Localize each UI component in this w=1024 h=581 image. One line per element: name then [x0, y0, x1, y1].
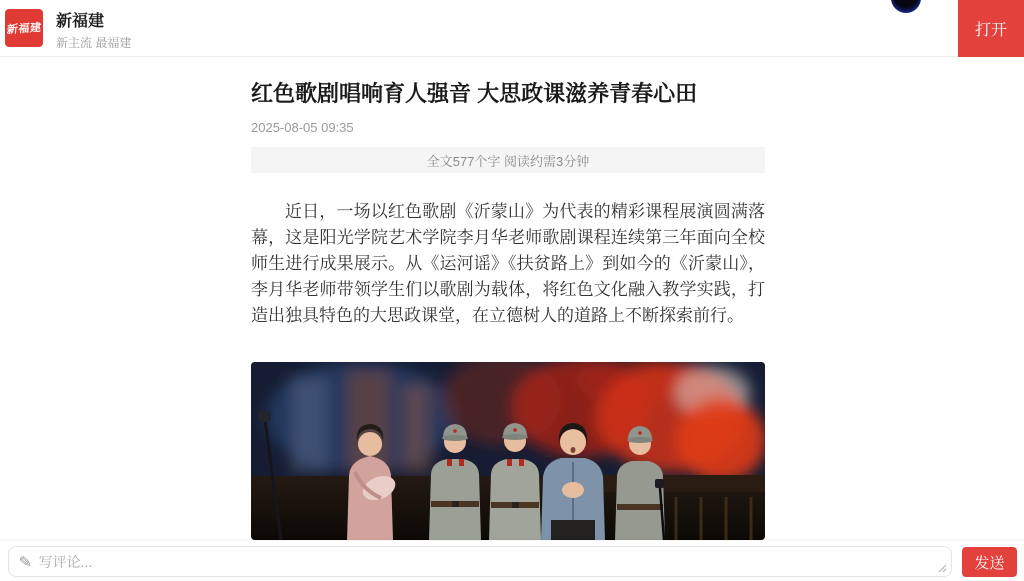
open-app-button[interactable]: 打开: [958, 0, 1024, 57]
article-publish-time: 2025-08-05 09:35: [251, 120, 354, 135]
app-tagline: 新主流 最福建: [56, 36, 132, 50]
app-name: 新福建: [56, 13, 105, 30]
app-header: [0, 0, 1024, 57]
comment-input-container[interactable]: [8, 546, 952, 577]
comment-bar: [0, 541, 1024, 581]
article-meta-bar: [251, 147, 765, 173]
app-logo-text: 新福建: [6, 21, 42, 37]
send-comment-button[interactable]: 发送: [962, 547, 1017, 577]
pencil-icon: ✎: [18, 553, 33, 571]
stage-performance-illustration: [251, 362, 765, 540]
comment-input[interactable]: [39, 554, 939, 570]
article-photo[interactable]: [251, 362, 765, 540]
app-logo[interactable]: [5, 9, 43, 47]
article-meta-text: 全文577个字 阅读约需3分钟: [426, 153, 590, 169]
resize-grip-icon[interactable]: [937, 563, 947, 573]
app-info: [56, 12, 131, 51]
article-title: 红色歌剧唱响育人强音 大思政课滋养青春心田: [251, 81, 698, 106]
article-paragraph: 近日，一场以红色歌剧《沂蒙山》为代表的精彩课程展演圆满落幕，这是阳光学院艺术学院李月华老师歌剧课程连续第三年面向全校师生进行成果展示。从《运河谣》《扶贫路上》到如今的《沂蒙山》，李月华老师带领学生们以歌剧为载体，将红色文化融入教学实践，打造出独具特色的大思政课堂，在立德树人的道路上不断探索前行。: [251, 202, 765, 325]
